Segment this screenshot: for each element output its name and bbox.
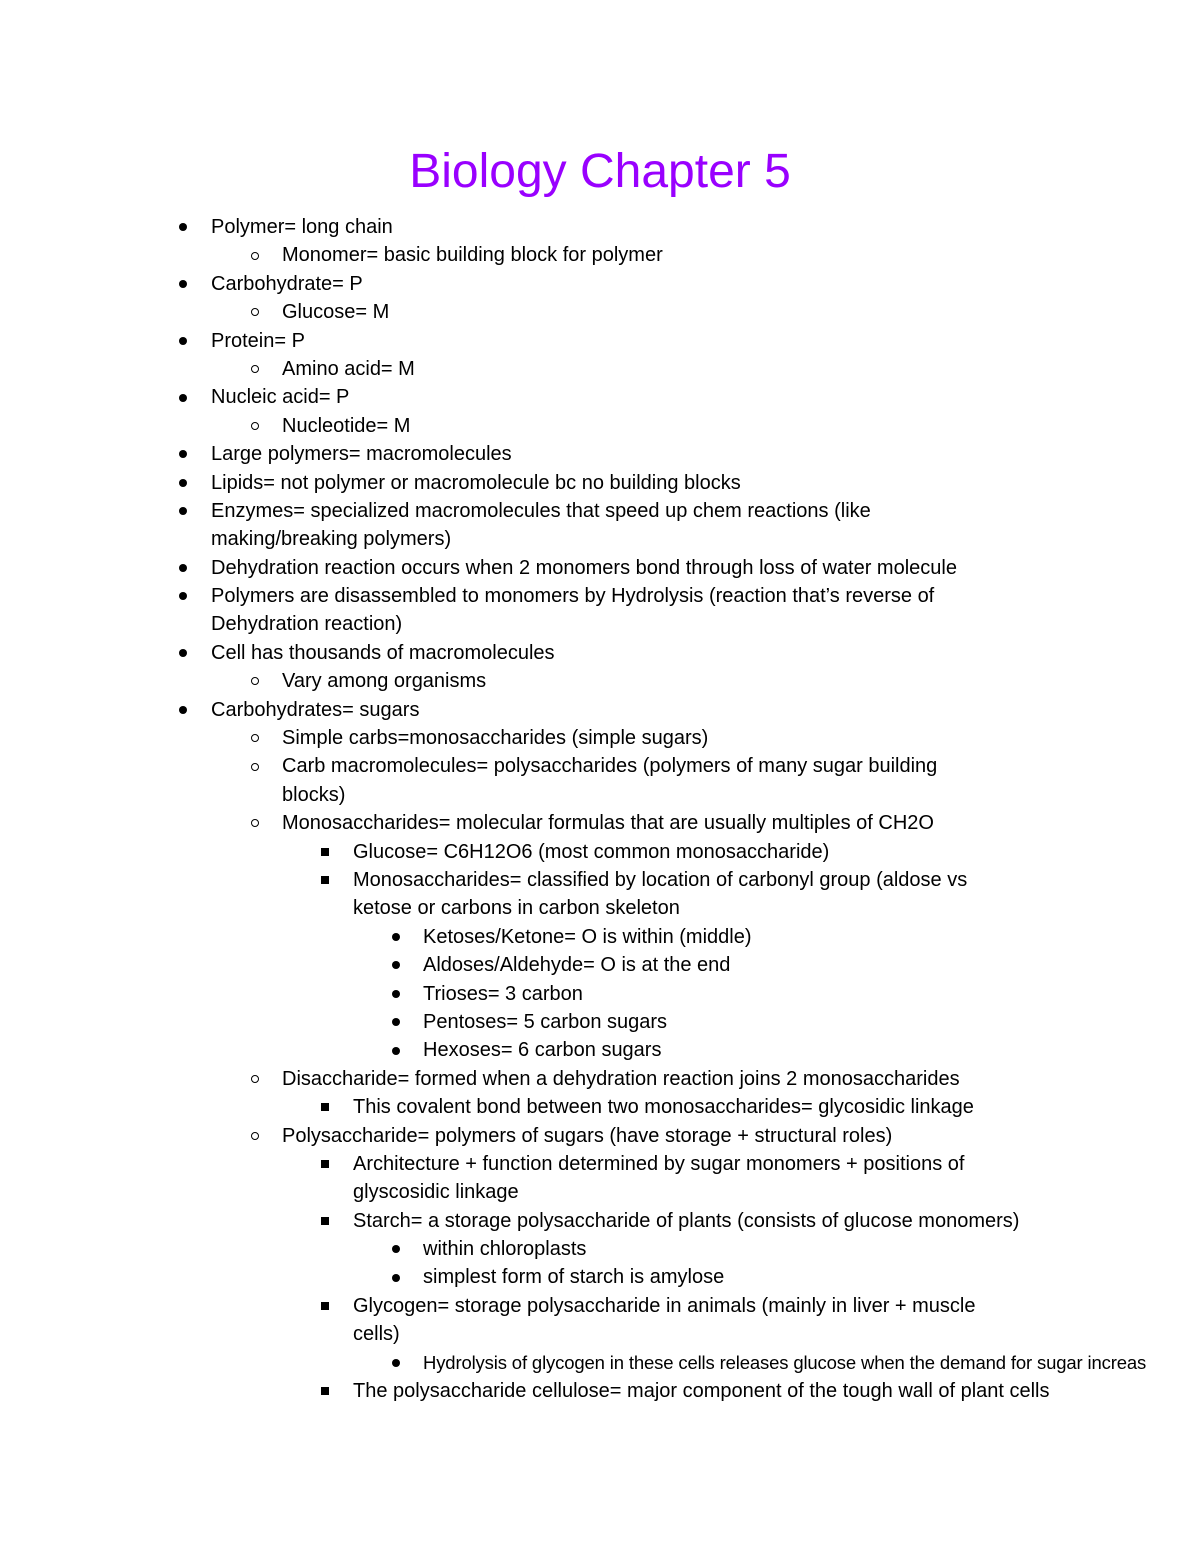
bullet-marker [389, 1036, 403, 1064]
bullet-dot-icon [392, 1274, 400, 1282]
list-item [0, 1292, 1200, 1320]
bullet-dot-icon [179, 649, 187, 657]
list-item-text: Glucose= C6H12O6 (most common monosaccharide) [353, 840, 830, 863]
bullet-dot-icon [179, 280, 187, 288]
list-item-text: Enzymes= specialized macromolecules that speed up chem reactions (like [211, 499, 871, 522]
list-item-continuation [0, 894, 1200, 922]
list-item [0, 1263, 1200, 1291]
list-item [0, 213, 1200, 241]
bullet-dot-icon [179, 564, 187, 572]
bullet-ring-icon [251, 763, 259, 771]
bullet-dot-icon [392, 933, 400, 941]
bullet-marker [389, 1349, 403, 1377]
list-item [0, 440, 1200, 468]
list-item-text: Polymers are disassembled to monomers by Hydrolysis (reaction that’s reverse of [211, 585, 935, 608]
list-item [0, 497, 1200, 525]
bullet-marker [176, 469, 190, 497]
list-item-text: Ketoses/Ketone= O is within (middle) [423, 925, 752, 948]
bullet-dot-icon [179, 479, 187, 487]
list-item-continuation [0, 781, 1200, 809]
bullet-marker [389, 1235, 403, 1263]
bullet-dot-icon [392, 990, 400, 998]
list-item-text: Architecture + function determined by sugar monomers + positions of [353, 1152, 965, 1175]
bullet-square-icon [321, 1160, 329, 1168]
bullet-marker [318, 1093, 332, 1121]
list-item-text: Vary among organisms [282, 670, 487, 693]
bullet-marker [176, 327, 190, 355]
bullet-dot-icon [392, 1359, 400, 1367]
list-item-text: Aldoses/Aldehyde= O is at the end [423, 954, 731, 977]
list-item-text: making/breaking polymers) [211, 528, 452, 551]
list-item-text: Dehydration reaction occurs when 2 monomers bond through loss of water molecule [211, 556, 957, 579]
bullet-marker [176, 696, 190, 724]
bullet-square-icon [321, 1103, 329, 1111]
list-item-continuation [0, 525, 1200, 553]
bullet-ring-icon [251, 308, 259, 316]
bullet-marker [248, 412, 262, 440]
list-item-text: Trioses= 3 carbon [423, 982, 583, 1005]
list-item-text: Polysaccharide= polymers of sugars (have storage + structural roles) [282, 1124, 893, 1147]
bullet-marker [389, 951, 403, 979]
bullet-ring-icon [251, 422, 259, 430]
list-item-text: Nucleic acid= P [211, 386, 350, 409]
list-item-text: Carbohydrate= P [211, 272, 363, 295]
bullet-marker [248, 355, 262, 383]
document-title: Biology Chapter 5 [409, 145, 791, 198]
bullet-ring-icon [251, 252, 259, 260]
bullet-marker [248, 298, 262, 326]
list-item [0, 1235, 1200, 1263]
bullet-ring-icon [251, 365, 259, 373]
bullet-ring-icon [251, 1075, 259, 1083]
bullet-marker [248, 809, 262, 837]
list-item-text: Monosaccharides= molecular formulas that are usually multiples of CH2O [282, 812, 934, 835]
list-item [0, 1349, 1200, 1377]
bullet-marker [318, 1207, 332, 1235]
list-item-text: simplest form of starch is amylose [423, 1266, 725, 1289]
bullet-square-icon [321, 848, 329, 856]
bullet-dot-icon [392, 1018, 400, 1026]
list-item-text: Polymer= long chain [211, 216, 393, 238]
list-item-text: Disaccharide= formed when a dehydration reaction joins 2 monosaccharides [282, 1067, 960, 1090]
bullet-dot-icon [179, 394, 187, 402]
bullet-dot-icon [179, 592, 187, 600]
list-item-text: ketose or carbons in carbon skeleton [353, 897, 680, 920]
bullet-dot-icon [392, 1047, 400, 1055]
list-item-text: Nucleotide= M [282, 414, 411, 437]
list-item-text: Glucose= M [282, 301, 390, 324]
bullet-dot-icon [179, 706, 187, 714]
list-item [0, 327, 1200, 355]
list-item-text: cells) [353, 1323, 400, 1346]
bullet-square-icon [321, 1217, 329, 1225]
bullet-marker [176, 383, 190, 411]
bullet-marker [389, 923, 403, 951]
list-item-text: Carb macromolecules= polysaccharides (polymers of many sugar building [282, 755, 938, 778]
list-item [0, 1377, 1200, 1405]
bullet-dot-icon [392, 1245, 400, 1253]
bullet-marker [176, 639, 190, 667]
list-item-text: Large polymers= macromolecules [211, 443, 512, 466]
list-item-continuation [0, 1178, 1200, 1206]
list-item [0, 469, 1200, 497]
bullet-dot-icon [179, 337, 187, 345]
list-item-text: Lipids= not polymer or macromolecule bc no building blocks [211, 471, 741, 494]
bullet-square-icon [321, 1302, 329, 1310]
bullet-marker [389, 1008, 403, 1036]
list-item-text: Glycogen= storage polysaccharide in animals (mainly in liver + muscle [353, 1294, 976, 1317]
list-item [0, 667, 1200, 695]
list-item-text: blocks) [282, 783, 346, 806]
bullet-marker [318, 1292, 332, 1320]
list-item [0, 1122, 1200, 1150]
list-item-text: Monosaccharides= classified by location of carbonyl group (aldose vs [353, 868, 968, 891]
list-item-text: This covalent bond between two monosaccharides= glycosidic linkage [353, 1096, 974, 1119]
bullet-outline [0, 213, 1200, 1405]
bullet-marker [389, 1263, 403, 1291]
list-item [0, 923, 1200, 951]
list-item [0, 383, 1200, 411]
bullet-marker [318, 1150, 332, 1178]
bullet-marker [248, 752, 262, 780]
list-item-continuation [0, 1320, 1200, 1348]
list-item-text: Starch= a storage polysaccharide of plants (consists of glucose monomers) [353, 1209, 1020, 1232]
list-item [0, 1065, 1200, 1093]
list-item [0, 1036, 1200, 1064]
bullet-marker [318, 1377, 332, 1405]
bullet-square-icon [321, 876, 329, 884]
bullet-ring-icon [251, 819, 259, 827]
list-item-text: Dehydration reaction) [211, 613, 403, 636]
bullet-ring-icon [251, 677, 259, 685]
bullet-ring-icon [251, 1132, 259, 1140]
list-item-text: Pentoses= 5 carbon sugars [423, 1010, 668, 1033]
list-item-text: Amino acid= M [282, 357, 415, 380]
list-item-text: Monomer= basic building block for polymer [282, 244, 663, 267]
bullet-marker [176, 554, 190, 582]
list-item [0, 639, 1200, 667]
list-item [0, 866, 1200, 894]
list-item [0, 355, 1200, 383]
list-item [0, 696, 1200, 724]
list-item-text: Protein= P [211, 329, 305, 352]
list-item [0, 298, 1200, 326]
list-item [0, 270, 1200, 298]
bullet-dot-icon [179, 450, 187, 458]
bullet-marker [248, 1122, 262, 1150]
list-item-text: Cell has thousands of macromolecules [211, 641, 555, 664]
bullet-dot-icon [179, 507, 187, 515]
list-item [0, 809, 1200, 837]
bullet-dot-icon [179, 223, 187, 231]
list-item [0, 554, 1200, 582]
bullet-marker [318, 866, 332, 894]
list-item-text: glyscosidic linkage [353, 1181, 519, 1204]
bullet-marker [248, 724, 262, 752]
bullet-marker [248, 241, 262, 269]
list-item-text: within chloroplasts [423, 1238, 587, 1261]
bullet-ring-icon [251, 734, 259, 742]
bullet-square-icon [321, 1387, 329, 1395]
bullet-marker [248, 1065, 262, 1093]
list-item [0, 980, 1200, 1008]
bullet-dot-icon [392, 961, 400, 969]
bullet-marker [248, 667, 262, 695]
list-item [0, 1093, 1200, 1121]
list-item [0, 951, 1200, 979]
bullet-marker [176, 270, 190, 298]
list-item-text: The polysaccharide cellulose= major component of the tough wall of plant cells [353, 1380, 1050, 1403]
bullet-marker [176, 440, 190, 468]
bullet-marker [176, 213, 190, 241]
bullet-marker [389, 980, 403, 1008]
list-item [0, 1150, 1200, 1178]
list-item [0, 582, 1200, 610]
list-item [0, 838, 1200, 866]
bullet-marker [318, 838, 332, 866]
list-item-continuation [0, 610, 1200, 638]
list-item [0, 752, 1200, 780]
list-item-text: Simple carbs=monosaccharides (simple sugars) [282, 727, 709, 750]
list-item [0, 1008, 1200, 1036]
list-item [0, 724, 1200, 752]
bullet-marker [176, 582, 190, 610]
list-item [0, 412, 1200, 440]
list-item-text: Carbohydrates= sugars [211, 698, 420, 721]
bullet-marker [176, 497, 190, 525]
list-item-text: Hydrolysis of glycogen in these cells releases glucose when the demand for sugar increas [423, 1351, 1147, 1373]
list-item [0, 1207, 1200, 1235]
list-item-text: Hexoses= 6 carbon sugars [423, 1039, 662, 1062]
list-item [0, 241, 1200, 269]
